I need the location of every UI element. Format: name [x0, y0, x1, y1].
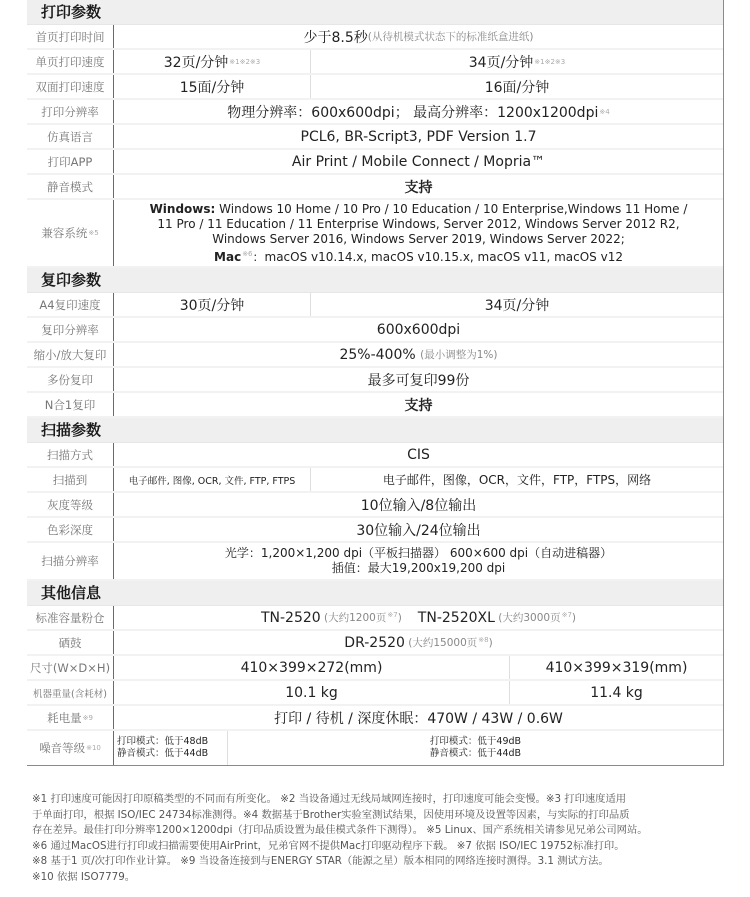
row-value: TN-2520 (大约1200页$^{※7}$) TN-2520XL (大约3000页$^{※7}$) — [260, 609, 577, 626]
footnotes — [32, 792, 732, 885]
row-grayscale — [27, 493, 723, 518]
value-model-b: 34页/分钟 ※1※2※3 — [310, 50, 723, 73]
row-value: 30位输入/24位输出 — [356, 522, 481, 539]
row-value: 光学：1,200×1,200 dpi（平板扫描器） 600×600 dpi（自动进稿器） 插值：最大19,200x19,200 dpi — [224, 546, 613, 575]
row-label: 耗电量 ※9 — [27, 706, 114, 729]
value-model-b: 打印模式：低于49dB 静音模式：低于44dB — [227, 731, 723, 765]
row-scan-resolution — [27, 543, 723, 581]
value-model-a: 15面/分钟 — [179, 79, 245, 96]
row-color-depth — [27, 518, 723, 543]
row-power — [27, 706, 723, 731]
row-label: N合1复印 — [27, 393, 114, 416]
section-header-other: 其他信息 — [27, 581, 723, 606]
value-model-b: 16面/分钟 — [310, 75, 723, 98]
row-label: 硒鼓 — [27, 631, 114, 654]
row-value: 10位输入/8位输出 — [360, 497, 477, 514]
row-label: 色彩深度 — [27, 518, 114, 541]
row-label: A4复印速度 — [27, 293, 114, 316]
row-label: 尺寸(W×D×H) — [27, 656, 114, 679]
section-header-print: 打印参数 — [27, 0, 723, 25]
row-value: 少于8.5秒 (从待机模式状态下的标准纸盒进纸) — [303, 29, 534, 46]
row-label: 机器重量(含耗材) — [27, 681, 114, 704]
row-label: 首页打印时间 — [27, 25, 114, 48]
footnote-ref: ※10 — [86, 744, 101, 752]
footnote-ref: ※6 — [242, 249, 253, 258]
section-header-scan: 扫描参数 — [27, 418, 723, 443]
row-value: PCL6, BR-Script3, PDF Version 1.7 — [300, 128, 537, 145]
row-toner — [27, 606, 723, 631]
row-value: 支持 — [404, 397, 433, 414]
row-label: 兼容系统 ※5 — [27, 200, 114, 266]
section-header-copy: 复印参数 — [27, 268, 723, 293]
row-value: DR-2520 (大约15000页$^{※8}$) — [344, 634, 493, 651]
row-value: 物理分辨率：600x600dpi； 最高分辨率：1200x1200dpi ※4 — [227, 104, 610, 121]
row-simplex-speed — [27, 50, 723, 75]
footnote-ref: ※1※2※3 — [229, 57, 261, 66]
row-value: CIS — [407, 446, 430, 463]
row-label: 灰度等级 — [27, 493, 114, 516]
row-print-resolution — [27, 100, 723, 125]
value-model-a: 30页/分钟 — [179, 297, 245, 314]
footnote-ref: ※8 — [478, 635, 489, 644]
row-duplex-speed — [27, 75, 723, 100]
row-value: Windows: Windows 10 Home / 10 Pro / 10 Education / 10 Enterprise,Windows 11 Home / 11 Pro / 11 Education / 11 Enterprise Windows, Server 2012, Windows Server 2012 R2, Windows Server 2016, Windows Server 2019, Windows Server 2022; Mac$^{※6}$：macOS v10.14.x, macOS v10.15.x, macOS v11, macOS v12 — [149, 201, 688, 264]
value-model-a: 32页/分钟 ※1※2※3 — [163, 54, 261, 71]
row-copy-resolution — [27, 318, 723, 343]
row-copy-zoom — [27, 343, 723, 368]
row-noise — [27, 731, 723, 765]
spec-table — [27, 0, 724, 766]
value-note: (从待机模式状态下的标准纸盒进纸) — [367, 31, 534, 43]
row-label: 扫描方式 — [27, 443, 114, 466]
row-label: 静音模式 — [27, 175, 114, 198]
row-scan-method — [27, 443, 723, 468]
footnote-line: 存在差异。最佳打印分辨率1200×1200dpi（打印品质设置为最佳模式条件下测得）。 ※5 Linux、国产系统相关请参见兄弟公司网站。 — [32, 824, 648, 836]
row-emulation — [27, 125, 723, 150]
row-label: 扫描到 — [27, 468, 114, 491]
footnote-ref: ※4 — [599, 107, 610, 116]
footnote-ref: ※7 — [387, 610, 398, 619]
row-value: Air Print / Mobile Connect / Mopria™ — [291, 153, 546, 170]
value-model-a: 电子邮件, 图像, OCR, 文件, FTP, FTPS — [128, 475, 296, 487]
row-label: 多份复印 — [27, 368, 114, 391]
row-label: 标准容量粉仓 — [27, 606, 114, 629]
row-label: 单页打印速度 — [27, 50, 114, 73]
row-value: 25%-400% (最小调整为1%) — [339, 346, 498, 363]
value-model-b: 34页/分钟 — [310, 293, 723, 316]
value-model-b: 410×399×319(mm) — [509, 656, 723, 679]
row-copy-speed — [27, 293, 723, 318]
value-model-b: 电子邮件，图像，OCR，文件，FTP，FTPS，网络 — [310, 468, 723, 491]
row-label: 打印分辨率 — [27, 100, 114, 123]
row-print-app — [27, 150, 723, 175]
row-compatible-os — [27, 200, 723, 268]
footnote-ref: ※5 — [88, 229, 99, 237]
value-model-b: 11.4 kg — [509, 681, 723, 704]
row-weight — [27, 681, 723, 706]
value-model-a: 10.1 kg — [285, 684, 338, 701]
row-value: 最多可复印99份 — [367, 372, 470, 389]
value-note: (最小调整为1%) — [420, 349, 498, 361]
footnote-ref: ※7 — [561, 610, 572, 619]
row-label: 扫描分辨率 — [27, 543, 114, 579]
value-model-a: 打印模式：低于48dB 静音模式：低于44dB — [117, 736, 209, 759]
row-value: 600x600dpi — [376, 321, 461, 338]
row-value: 打印 / 待机 / 深度休眠：470W / 43W / 0.6W — [274, 710, 563, 727]
footnote-line: ※8 基于1 页/次打印作业计算。 ※9 当设备连接到与ENERGY STAR（能源之星）版本相同的网络连接时测得。3.1 测试方法。 — [32, 855, 609, 867]
row-quiet-mode — [27, 175, 723, 200]
row-label: 仿真语言 — [27, 125, 114, 148]
row-multi-copy — [27, 368, 723, 393]
row-dimensions — [27, 656, 723, 681]
row-n-in-1 — [27, 393, 723, 418]
footnote-line: ※10 依据 ISO7779。 — [32, 870, 136, 883]
row-first-page-time — [27, 25, 723, 50]
footnote-ref: ※1※2※3 — [534, 57, 566, 66]
footnote-line: 于单面打印，根据 ISO/IEC 24734标准测得。※4 数据基于Brother实验室测试结果，因使用环境及设置等因素，与实际的打印品质 — [32, 808, 630, 821]
row-scan-to — [27, 468, 723, 493]
footnote-line: ※6 通过MacOS进行打印或扫描需要使用AirPrint，兄弟官网不提供Mac打印驱动程序下载。 ※7 依据 ISO/IEC 19752标准打印。 — [32, 839, 625, 852]
row-label: 打印APP — [27, 150, 114, 173]
value-model-a: 410×399×272(mm) — [240, 659, 383, 676]
row-label: 复印分辨率 — [27, 318, 114, 341]
row-value: 支持 — [404, 179, 433, 196]
footnote-ref: ※9 — [82, 713, 93, 722]
row-label: 缩小/放大复印 — [27, 343, 114, 366]
row-label: 噪音等级 ※10 — [27, 731, 114, 765]
footnote-line: ※1 打印速度可能因打印原稿类型的不同而有所变化。 ※2 当设备通过无线局域网连接时，打印速度可能会变慢。※3 打印速度适用 — [32, 793, 627, 805]
row-drum — [27, 631, 723, 656]
row-label: 双面打印速度 — [27, 75, 114, 98]
